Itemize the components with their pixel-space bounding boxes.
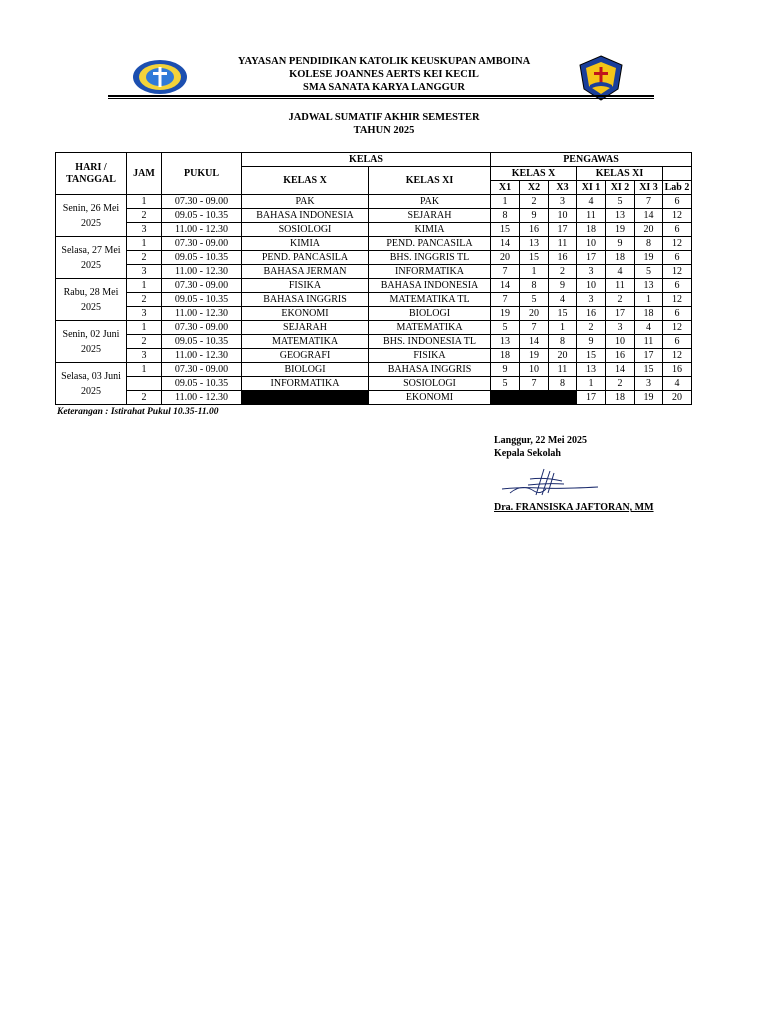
pengawas-cell: 3	[606, 321, 635, 335]
pengawas-cell: 5	[606, 195, 635, 209]
jam-cell	[127, 377, 162, 391]
pengawas-cell: 7	[491, 293, 520, 307]
pengawas-cell: 4	[549, 293, 577, 307]
pengawas-cell: 13	[491, 335, 520, 349]
pengawas-cell: 20	[520, 307, 549, 321]
jam-cell: 2	[127, 209, 162, 223]
header-pukul: PUKUL	[162, 153, 242, 195]
header-pengawas-kelas-xi: KELAS XI	[577, 167, 663, 181]
kelas-xi-cell: PEND. PANCASILA	[369, 237, 491, 251]
kelas-xi-cell: SOSIOLOGI	[369, 377, 491, 391]
pengawas-cell: 20	[549, 349, 577, 363]
pengawas-cell: 18	[491, 349, 520, 363]
pengawas-cell: 9	[491, 363, 520, 377]
table-row	[56, 265, 692, 279]
signature-place-date: Langgur, 22 Mei 2025	[494, 435, 587, 446]
title-line-2: TAHUN 2025	[353, 125, 415, 136]
pengawas-cell: 14	[635, 209, 663, 223]
exam-schedule-table	[55, 152, 692, 405]
header-divider-thin	[108, 98, 654, 99]
jam-cell: 2	[127, 293, 162, 307]
pengawas-cell: 8	[491, 209, 520, 223]
signature-block	[494, 434, 587, 460]
pengawas-cell: 3	[577, 293, 606, 307]
header-divider	[108, 95, 654, 97]
pukul-cell: 07.30 - 09.00	[162, 279, 242, 293]
pukul-cell: 09.05 - 10.35	[162, 209, 242, 223]
pengawas-cell: 6	[663, 195, 692, 209]
pukul-cell: 09.05 - 10.35	[162, 251, 242, 265]
pengawas-cell: 16	[663, 363, 692, 377]
pengawas-cell: 15	[549, 307, 577, 321]
letterhead-line-1: YAYASAN PENDIDIKAN KATOLIK KEUSKUPAN AMBOINA	[237, 56, 531, 67]
pengawas-cell: 13	[635, 279, 663, 293]
pengawas-cell: 6	[663, 251, 692, 265]
pengawas-cell: 10	[549, 209, 577, 223]
pukul-cell: 11.00 - 12.30	[162, 223, 242, 237]
pengawas-cell: 17	[549, 223, 577, 237]
letterhead-line-3: SMA SANATA KARYA LANGGUR	[303, 82, 465, 93]
pengawas-cell: 17	[577, 251, 606, 265]
signatory-name: Dra. FRANSISKA JAFTORAN, MM	[494, 502, 654, 513]
day-date-cell: Selasa, 03 Juni 2025	[56, 363, 127, 405]
table-row	[56, 293, 692, 307]
jam-cell: 1	[127, 195, 162, 209]
pukul-cell: 07.30 - 09.00	[162, 363, 242, 377]
kelas-xi-cell: BAHASA INDONESIA	[369, 279, 491, 293]
pengawas-cell: 16	[577, 307, 606, 321]
pengawas-cell: 16	[520, 223, 549, 237]
pengawas-cell: 9	[577, 335, 606, 349]
header-sub-xi2: XI 2	[606, 181, 635, 195]
pengawas-cell: 8	[549, 377, 577, 391]
kelas-x-cell: SOSIOLOGI	[242, 223, 369, 237]
pengawas-cell: 12	[663, 209, 692, 223]
pengawas-cell: 11	[635, 335, 663, 349]
kelas-x-cell: BAHASA JERMAN	[242, 265, 369, 279]
kelas-x-cell: FISIKA	[242, 279, 369, 293]
jam-cell: 3	[127, 307, 162, 321]
pengawas-cell: 12	[663, 349, 692, 363]
pengawas-cell: 11	[606, 279, 635, 293]
signature-role: Kepala Sekolah	[494, 448, 561, 459]
pengawas-cell: 14	[491, 237, 520, 251]
table-row	[56, 391, 692, 405]
pengawas-cell: 20	[635, 223, 663, 237]
day-date-cell: Rabu, 28 Mei 2025	[56, 279, 127, 321]
pengawas-cell: 2	[577, 321, 606, 335]
kelas-x-cell: PAK	[242, 195, 369, 209]
pengawas-cell: 5	[635, 265, 663, 279]
title-line-1: JADWAL SUMATIF AKHIR SEMESTER	[288, 112, 480, 123]
pengawas-cell: 19	[520, 349, 549, 363]
pengawas-cell: 20	[663, 391, 692, 405]
kelas-xi-cell: INFORMATIKA	[369, 265, 491, 279]
table-row	[56, 377, 692, 391]
pengawas-cell: 11	[549, 363, 577, 377]
header-sub-xi3: XI 3	[635, 181, 663, 195]
pengawas-cell: 17	[577, 391, 606, 405]
table-row	[56, 195, 692, 209]
pengawas-cell: 11	[577, 209, 606, 223]
pengawas-cell: 13	[577, 363, 606, 377]
pengawas-cell: 4	[663, 377, 692, 391]
kelas-x-cell	[242, 391, 369, 405]
header-kelas: KELAS	[242, 153, 491, 167]
pengawas-cell: 18	[635, 307, 663, 321]
pengawas-cell: 5	[520, 293, 549, 307]
pengawas-cell: 15	[520, 251, 549, 265]
pengawas-cell: 6	[663, 223, 692, 237]
day-date-cell: Senin, 02 Juni 2025	[56, 321, 127, 363]
document-title	[0, 111, 768, 137]
jam-cell: 1	[127, 237, 162, 251]
note-text: Keterangan : Istirahat Pukul 10.35-11.00	[57, 407, 219, 417]
pengawas-cell: 10	[606, 335, 635, 349]
pukul-cell: 09.05 - 10.35	[162, 335, 242, 349]
pengawas-cell: 16	[606, 349, 635, 363]
pengawas-cell: 5	[491, 321, 520, 335]
pengawas-cell: 9	[606, 237, 635, 251]
pengawas-cell: 10	[577, 237, 606, 251]
letterhead	[0, 55, 768, 94]
pengawas-cell: 14	[606, 363, 635, 377]
table-row	[56, 251, 692, 265]
pengawas-cell: 9	[520, 209, 549, 223]
pengawas-cell: 12	[663, 265, 692, 279]
kelas-x-cell: EKONOMI	[242, 307, 369, 321]
pengawas-cell: 18	[606, 251, 635, 265]
pengawas-cell: 6	[663, 279, 692, 293]
pengawas-cell: 17	[606, 307, 635, 321]
pengawas-cell: 18	[577, 223, 606, 237]
pengawas-cell: 19	[606, 223, 635, 237]
pengawas-cell: 20	[491, 251, 520, 265]
kelas-xi-cell: KIMIA	[369, 223, 491, 237]
pengawas-cell: 5	[491, 377, 520, 391]
header-sub-x2: X2	[520, 181, 549, 195]
pengawas-cell: 8	[635, 237, 663, 251]
pengawas-cell: 7	[635, 195, 663, 209]
pengawas-cell: 11	[549, 237, 577, 251]
pengawas-cell: 4	[606, 265, 635, 279]
table-row	[56, 223, 692, 237]
table-row	[56, 321, 692, 335]
jam-cell: 1	[127, 321, 162, 335]
day-date-cell: Senin, 26 Mei 2025	[56, 195, 127, 237]
header-kelas-x: KELAS X	[242, 167, 369, 195]
kelas-x-cell: BIOLOGI	[242, 363, 369, 377]
table-row	[56, 279, 692, 293]
kelas-x-cell: SEJARAH	[242, 321, 369, 335]
pukul-cell: 07.30 - 09.00	[162, 195, 242, 209]
pengawas-cell: 3	[577, 265, 606, 279]
pengawas-cell: 15	[635, 363, 663, 377]
header-sub-x1: X1	[491, 181, 520, 195]
pukul-cell: 07.30 - 09.00	[162, 321, 242, 335]
pengawas-cell: 1	[549, 321, 577, 335]
header-hari-tanggal: HARI / TANGGAL	[56, 153, 127, 195]
table-row	[56, 363, 692, 377]
jam-cell: 3	[127, 223, 162, 237]
kelas-xi-cell: MATEMATIKA TL	[369, 293, 491, 307]
table-row	[56, 349, 692, 363]
kelas-xi-cell: BHS. INDONESIA TL	[369, 335, 491, 349]
pengawas-cell: 19	[491, 307, 520, 321]
header-pengawas: PENGAWAS	[491, 153, 692, 167]
pengawas-cell: 14	[491, 279, 520, 293]
kelas-xi-cell: MATEMATIKA	[369, 321, 491, 335]
day-date-cell: Selasa, 27 Mei 2025	[56, 237, 127, 279]
pengawas-cell: 14	[520, 335, 549, 349]
header-pengawas-kelas-x: KELAS X	[491, 167, 577, 181]
kelas-x-cell: BAHASA INDONESIA	[242, 209, 369, 223]
pukul-cell: 11.00 - 12.30	[162, 265, 242, 279]
table-row	[56, 237, 692, 251]
header-sub-xi1: XI 1	[577, 181, 606, 195]
pengawas-cell: 1	[520, 265, 549, 279]
pengawas-cell: 2	[549, 265, 577, 279]
pengawas-cell: 19	[635, 391, 663, 405]
pengawas-cell: 13	[606, 209, 635, 223]
pengawas-cell: 7	[520, 321, 549, 335]
header-jam: JAM	[127, 153, 162, 195]
kelas-x-cell: GEOGRAFI	[242, 349, 369, 363]
pengawas-cell: 1	[635, 293, 663, 307]
pukul-cell: 09.05 - 10.35	[162, 293, 242, 307]
pengawas-cell: 1	[577, 377, 606, 391]
kelas-x-cell: PEND. PANCASILA	[242, 251, 369, 265]
pengawas-cell: 4	[635, 321, 663, 335]
pengawas-cell: 15	[491, 223, 520, 237]
pengawas-cell: 12	[663, 321, 692, 335]
pengawas-cell: 2	[520, 195, 549, 209]
header-sub-lab2: Lab 2	[663, 181, 692, 195]
letterhead-line-2: KOLESE JOANNES AERTS KEI KECIL	[289, 69, 479, 80]
jam-cell: 3	[127, 349, 162, 363]
pengawas-cell: 2	[606, 377, 635, 391]
kelas-x-cell: MATEMATIKA	[242, 335, 369, 349]
jam-cell: 1	[127, 279, 162, 293]
handwritten-signature	[500, 465, 600, 501]
kelas-x-cell: KIMIA	[242, 237, 369, 251]
pengawas-cell: 19	[635, 251, 663, 265]
jam-cell: 2	[127, 391, 162, 405]
header-blank	[663, 167, 692, 181]
pukul-cell: 07.30 - 09.00	[162, 237, 242, 251]
jam-cell: 1	[127, 363, 162, 377]
pukul-cell: 11.00 - 12.30	[162, 391, 242, 405]
pengawas-cell: 3	[549, 195, 577, 209]
pengawas-cell: 10	[520, 363, 549, 377]
pengawas-cell: 10	[577, 279, 606, 293]
kelas-x-cell: BAHASA INGGRIS	[242, 293, 369, 307]
pengawas-cell: 9	[549, 279, 577, 293]
jam-cell: 3	[127, 265, 162, 279]
pengawas-cell: 6	[663, 335, 692, 349]
jam-cell: 2	[127, 251, 162, 265]
pengawas-cell: 18	[606, 391, 635, 405]
pengawas-cell: 17	[635, 349, 663, 363]
kelas-x-cell: INFORMATIKA	[242, 377, 369, 391]
pukul-cell: 11.00 - 12.30	[162, 307, 242, 321]
pengawas-cell: 15	[577, 349, 606, 363]
kelas-xi-cell: SEJARAH	[369, 209, 491, 223]
pengawas-cell: 6	[663, 307, 692, 321]
pukul-cell: 11.00 - 12.30	[162, 349, 242, 363]
pukul-cell: 09.05 - 10.35	[162, 377, 242, 391]
pengawas-cell: 12	[663, 237, 692, 251]
kelas-xi-cell: FISIKA	[369, 349, 491, 363]
table-row	[56, 335, 692, 349]
kelas-xi-cell: PAK	[369, 195, 491, 209]
pengawas-cell: 3	[635, 377, 663, 391]
pengawas-cell: 13	[520, 237, 549, 251]
header-sub-x3: X3	[549, 181, 577, 195]
pengawas-cell: 7	[520, 377, 549, 391]
pengawas-cell: 7	[491, 265, 520, 279]
table-row	[56, 209, 692, 223]
jam-cell: 2	[127, 335, 162, 349]
pengawas-cell: 4	[577, 195, 606, 209]
pengawas-cell: 16	[549, 251, 577, 265]
pengawas-cell: 8	[520, 279, 549, 293]
table-row	[56, 307, 692, 321]
pengawas-cell: 1	[491, 195, 520, 209]
pengawas-cell: 12	[663, 293, 692, 307]
pengawas-kelas-x-blocked	[491, 391, 577, 405]
pengawas-cell: 2	[606, 293, 635, 307]
kelas-xi-cell: BIOLOGI	[369, 307, 491, 321]
kelas-xi-cell: EKONOMI	[369, 391, 491, 405]
pengawas-cell: 8	[549, 335, 577, 349]
kelas-xi-cell: BHS. INGGRIS TL	[369, 251, 491, 265]
kelas-xi-cell: BAHASA INGGRIS	[369, 363, 491, 377]
header-kelas-xi: KELAS XI	[369, 167, 491, 195]
